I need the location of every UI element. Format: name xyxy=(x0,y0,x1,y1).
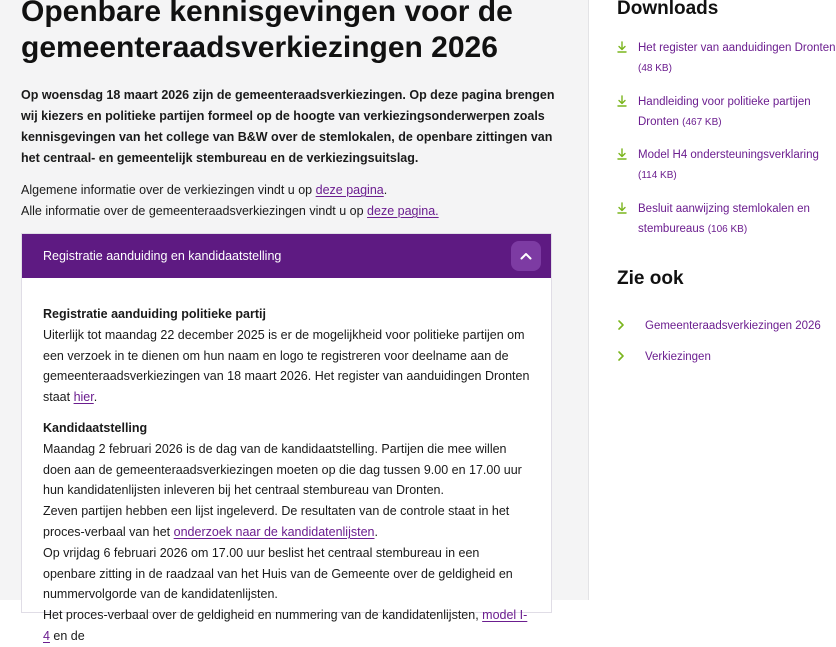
accordion-registration xyxy=(21,233,552,643)
candidacy-paragraph-4: Het proces-verbaal over de geldigheid en nummering van de kandidatenlijsten, model I-4 en de xyxy=(43,608,528,643)
download-item[interactable] xyxy=(617,38,836,92)
general-info-link[interactable]: deze pagina xyxy=(315,183,384,197)
download-icon xyxy=(617,92,638,146)
accordion-body xyxy=(22,278,551,647)
accordion-collapse-button[interactable] xyxy=(511,241,541,271)
download-item[interactable] xyxy=(617,199,817,253)
download-icon xyxy=(617,38,638,92)
download-label: Het register van aanduidingen Dronten xyxy=(638,42,836,54)
see-also-list xyxy=(617,310,821,372)
download-size: (48 KB) xyxy=(638,63,672,74)
download-size: (467 KB) xyxy=(682,116,722,128)
downloads-heading: Downloads xyxy=(617,0,719,19)
registration-paragraph: Uiterlijk tot maandag 22 december 2025 is er de mogelijkheid voor politieke partijen om een verzoek in te dienen om hun naam en logo te registreren voor deelname aan de gemeenteraadsverkiezingen van 18 maart 2026. Het register van aanduidingen Dronten staat hier. xyxy=(43,327,530,405)
register-link[interactable]: hier xyxy=(73,390,94,405)
download-label: Besluit aanwijzing stemlokalen en xyxy=(638,202,810,215)
elections-info-link[interactable]: deze pagina. xyxy=(367,204,439,218)
chevron-right-icon xyxy=(617,317,645,335)
candidate-list-review-link[interactable]: onderzoek naar de kandidatenlijsten xyxy=(173,524,375,539)
download-size: (114 KB) xyxy=(638,170,677,181)
download-size: (106 KB) xyxy=(707,223,748,235)
chevron-right-icon xyxy=(617,348,645,366)
candidacy-paragraph-3: Op vrijdag 6 februari 2026 om 17.00 uur beslist het centraal stembureau in een openbare zitting in de raadzaal van het Huis van de Gemeente over de geldigheid en nummervolgorde van de kandidatenlijsten. xyxy=(43,545,513,602)
candidacy-paragraph-1: Maandag 2 februari 2026 is de dag van de kandidaatstelling. Partijen die mee willen doen aan de gemeenteraadsverkiezingen moeten op die dag tussen 9.00 en 17.00 uur hun kandidatenlijsten inleveren bij het centraal stembureau van Dronten. xyxy=(43,441,522,498)
download-label: Handleiding voor politieke partijen xyxy=(638,95,811,108)
section-heading-registration: Registratie aanduiding politieke partij xyxy=(43,307,266,321)
see-also-item[interactable] xyxy=(617,310,821,341)
see-also-label: Verkiezingen xyxy=(645,350,711,363)
download-label-line-2: stembureaus xyxy=(638,222,705,235)
accordion-header[interactable] xyxy=(22,234,551,278)
download-icon xyxy=(617,145,638,199)
download-item[interactable] xyxy=(617,92,817,146)
see-also-item[interactable] xyxy=(617,341,817,372)
section-heading-candidacy: Kandidaatstelling xyxy=(43,420,148,435)
download-label: Model H4 ondersteuningsverklaring xyxy=(638,149,819,161)
downloads-list xyxy=(617,38,836,252)
intro-paragraph: Op woensdag 18 maart 2026 zijn de gemeenteraadsverkiezingen. Op deze pagina brengen wij kiezers en politieke partijen formeel op de hoogte van verkiezingsonderwerpen zoals kennisgevingen van het college van B&W over de stemlokalen, de openbare zittingen van het centraal- en gemeentelijk stembureau en de verkiezingsuitslag. xyxy=(21,88,555,165)
general-info-line-1: Algemene informatie over de verkiezingen vindt u op deze pagina. xyxy=(21,183,388,197)
candidacy-paragraph-2: Zeven partijen hebben een lijst ingeleverd. De resultaten van de controle staat in het proces-verbaal van het onderzoek naar de kandidatenlijsten. xyxy=(43,504,510,539)
see-also-heading: Zie ook xyxy=(617,268,684,289)
general-info-line-2: Alle informatie over de gemeenteraadsverkiezingen vindt u op deze pagina. xyxy=(21,204,439,218)
general-info xyxy=(21,180,552,222)
column-divider xyxy=(588,0,589,600)
download-label-line-2: Dronten xyxy=(638,115,679,128)
download-item[interactable] xyxy=(617,145,817,199)
candidacy-section xyxy=(43,418,530,647)
chevron-up-icon xyxy=(519,249,533,263)
model-i4-link[interactable]: model I-4 xyxy=(43,608,528,643)
see-also-label: Gemeenteraadsverkiezingen 2026 xyxy=(645,319,821,332)
accordion-title: Registratie aanduiding en kandidaatstelling xyxy=(43,249,282,263)
page-title: Openbare kennisgevingen voor de gemeenteraadsverkiezingen 2026 xyxy=(21,0,513,64)
download-icon xyxy=(617,199,638,253)
